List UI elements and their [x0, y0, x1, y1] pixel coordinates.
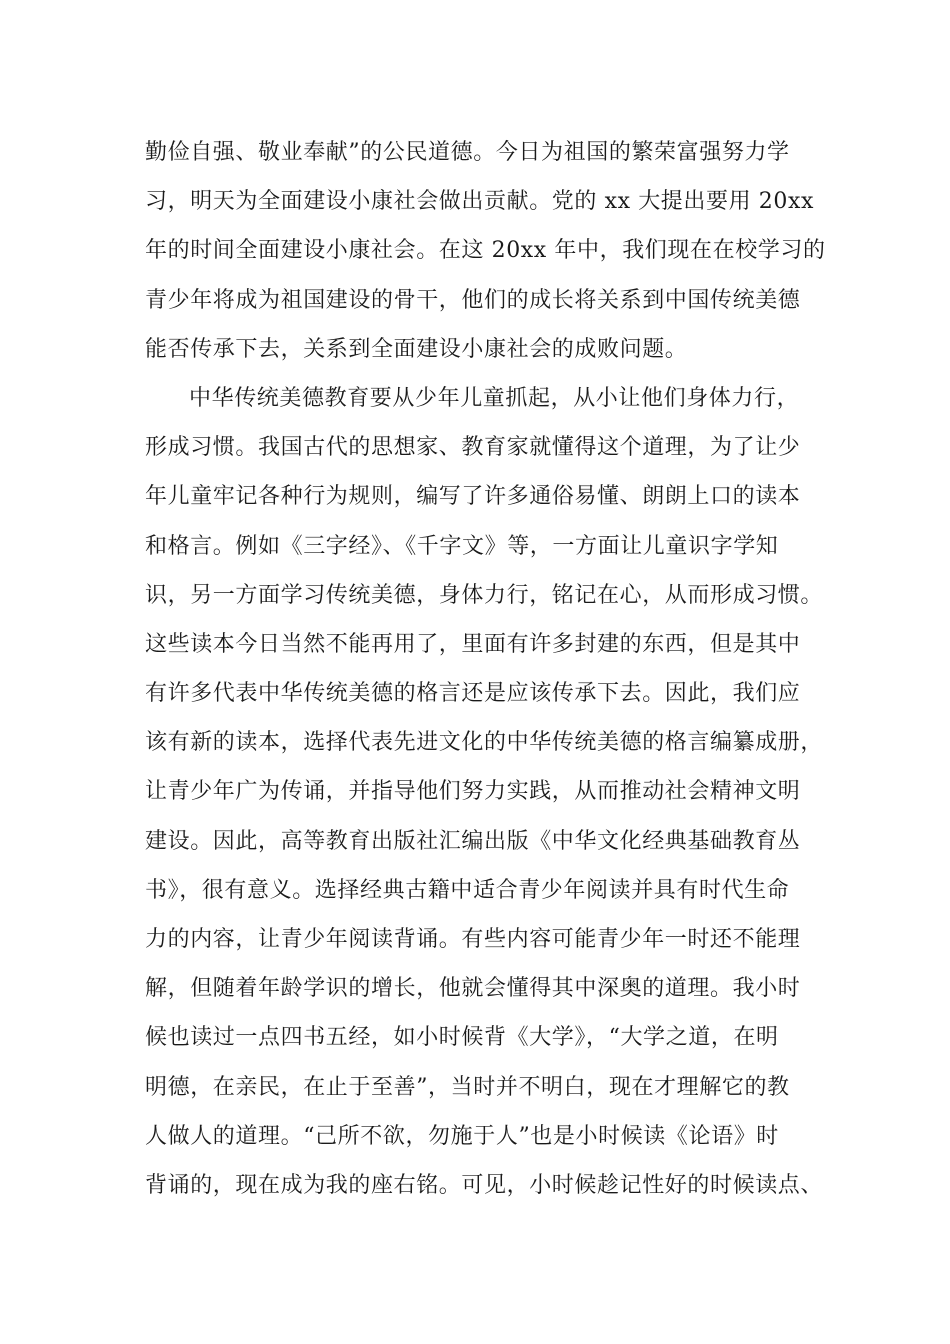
text-line: 能否传承下去，关系到全面建设小康社会的成败问题。: [145, 336, 688, 362]
body-text: [145, 128, 835, 1210]
text-line: 勤俭自强、敬业奉献”的公民道德。今日为祖国的繁荣富强努力学: [145, 140, 790, 165]
text-line: 解，但随着年龄学识的增长，他就会懂得其中深奥的道理。我小时: [145, 976, 801, 1002]
text-line: 年儿童牢记各种行为规则，编写了许多通俗易懂、朗朗上口的读本: [145, 484, 801, 510]
text-line: 这些读本今日当然不能再用了，里面有许多封建的东西，但是其中: [145, 631, 801, 657]
text-line: 年的时间全面建设小康社会。在这 20xx 年中，我们现在在校学习的: [145, 238, 826, 264]
text-line: 书》，很有意义。选择经典古籍中适合青少年阅读并具有时代生命: [145, 877, 790, 903]
text-line: 形成习惯。我国古代的思想家、教育家就懂得这个道理，为了让少: [145, 435, 801, 461]
text-line: 该有新的读本，选择代表先进文化的中华传统美德的格言编纂成册，: [145, 730, 824, 756]
text-line: 识，另一方面学习传统美德，身体力行，铭记在心，从而形成习惯。: [145, 582, 824, 608]
text-line: 习，明天为全面建设小康社会做出贡献。党的 xx 大提出要用 20xx: [145, 189, 815, 215]
text-line: 建设。因此，高等教育出版社汇编出版《中华文化经典基础教育丛: [145, 828, 801, 854]
text-line: 和格言。例如《三字经》、《千字文》等，一方面让儿童识字学知: [145, 533, 779, 559]
text-line: 背诵的，现在成为我的座右铭。可见，小时候趁记性好的时候读点、: [145, 1172, 824, 1198]
text-line: 有许多代表中华传统美德的格言还是应该传承下去。因此，我们应: [145, 681, 801, 707]
paragraph-start-line: 中华传统美德教育要从少年儿童抓起，从小让他们身体力行，: [189, 385, 800, 411]
text-line: 力的内容，让青少年阅读背诵。有些内容可能青少年一时还不能理: [145, 927, 801, 952]
text-line: 青少年将成为祖国建设的骨干，他们的成长将关系到中国传统美德: [145, 287, 801, 313]
text-line: 人做人的道理。“己所不欲，勿施于人”也是小时候读《论语》时: [145, 1123, 779, 1149]
text-line: 让青少年广为传诵，并指导他们努力实践，从而推动社会精神文明: [145, 779, 801, 805]
text-line: 候也读过一点四书五经，如小时候背《大学》，“大学之道，在明: [145, 1025, 779, 1051]
text-line: 明德，在亲民，在止于至善”，当时并不明白，现在才理解它的教: [145, 1074, 790, 1100]
